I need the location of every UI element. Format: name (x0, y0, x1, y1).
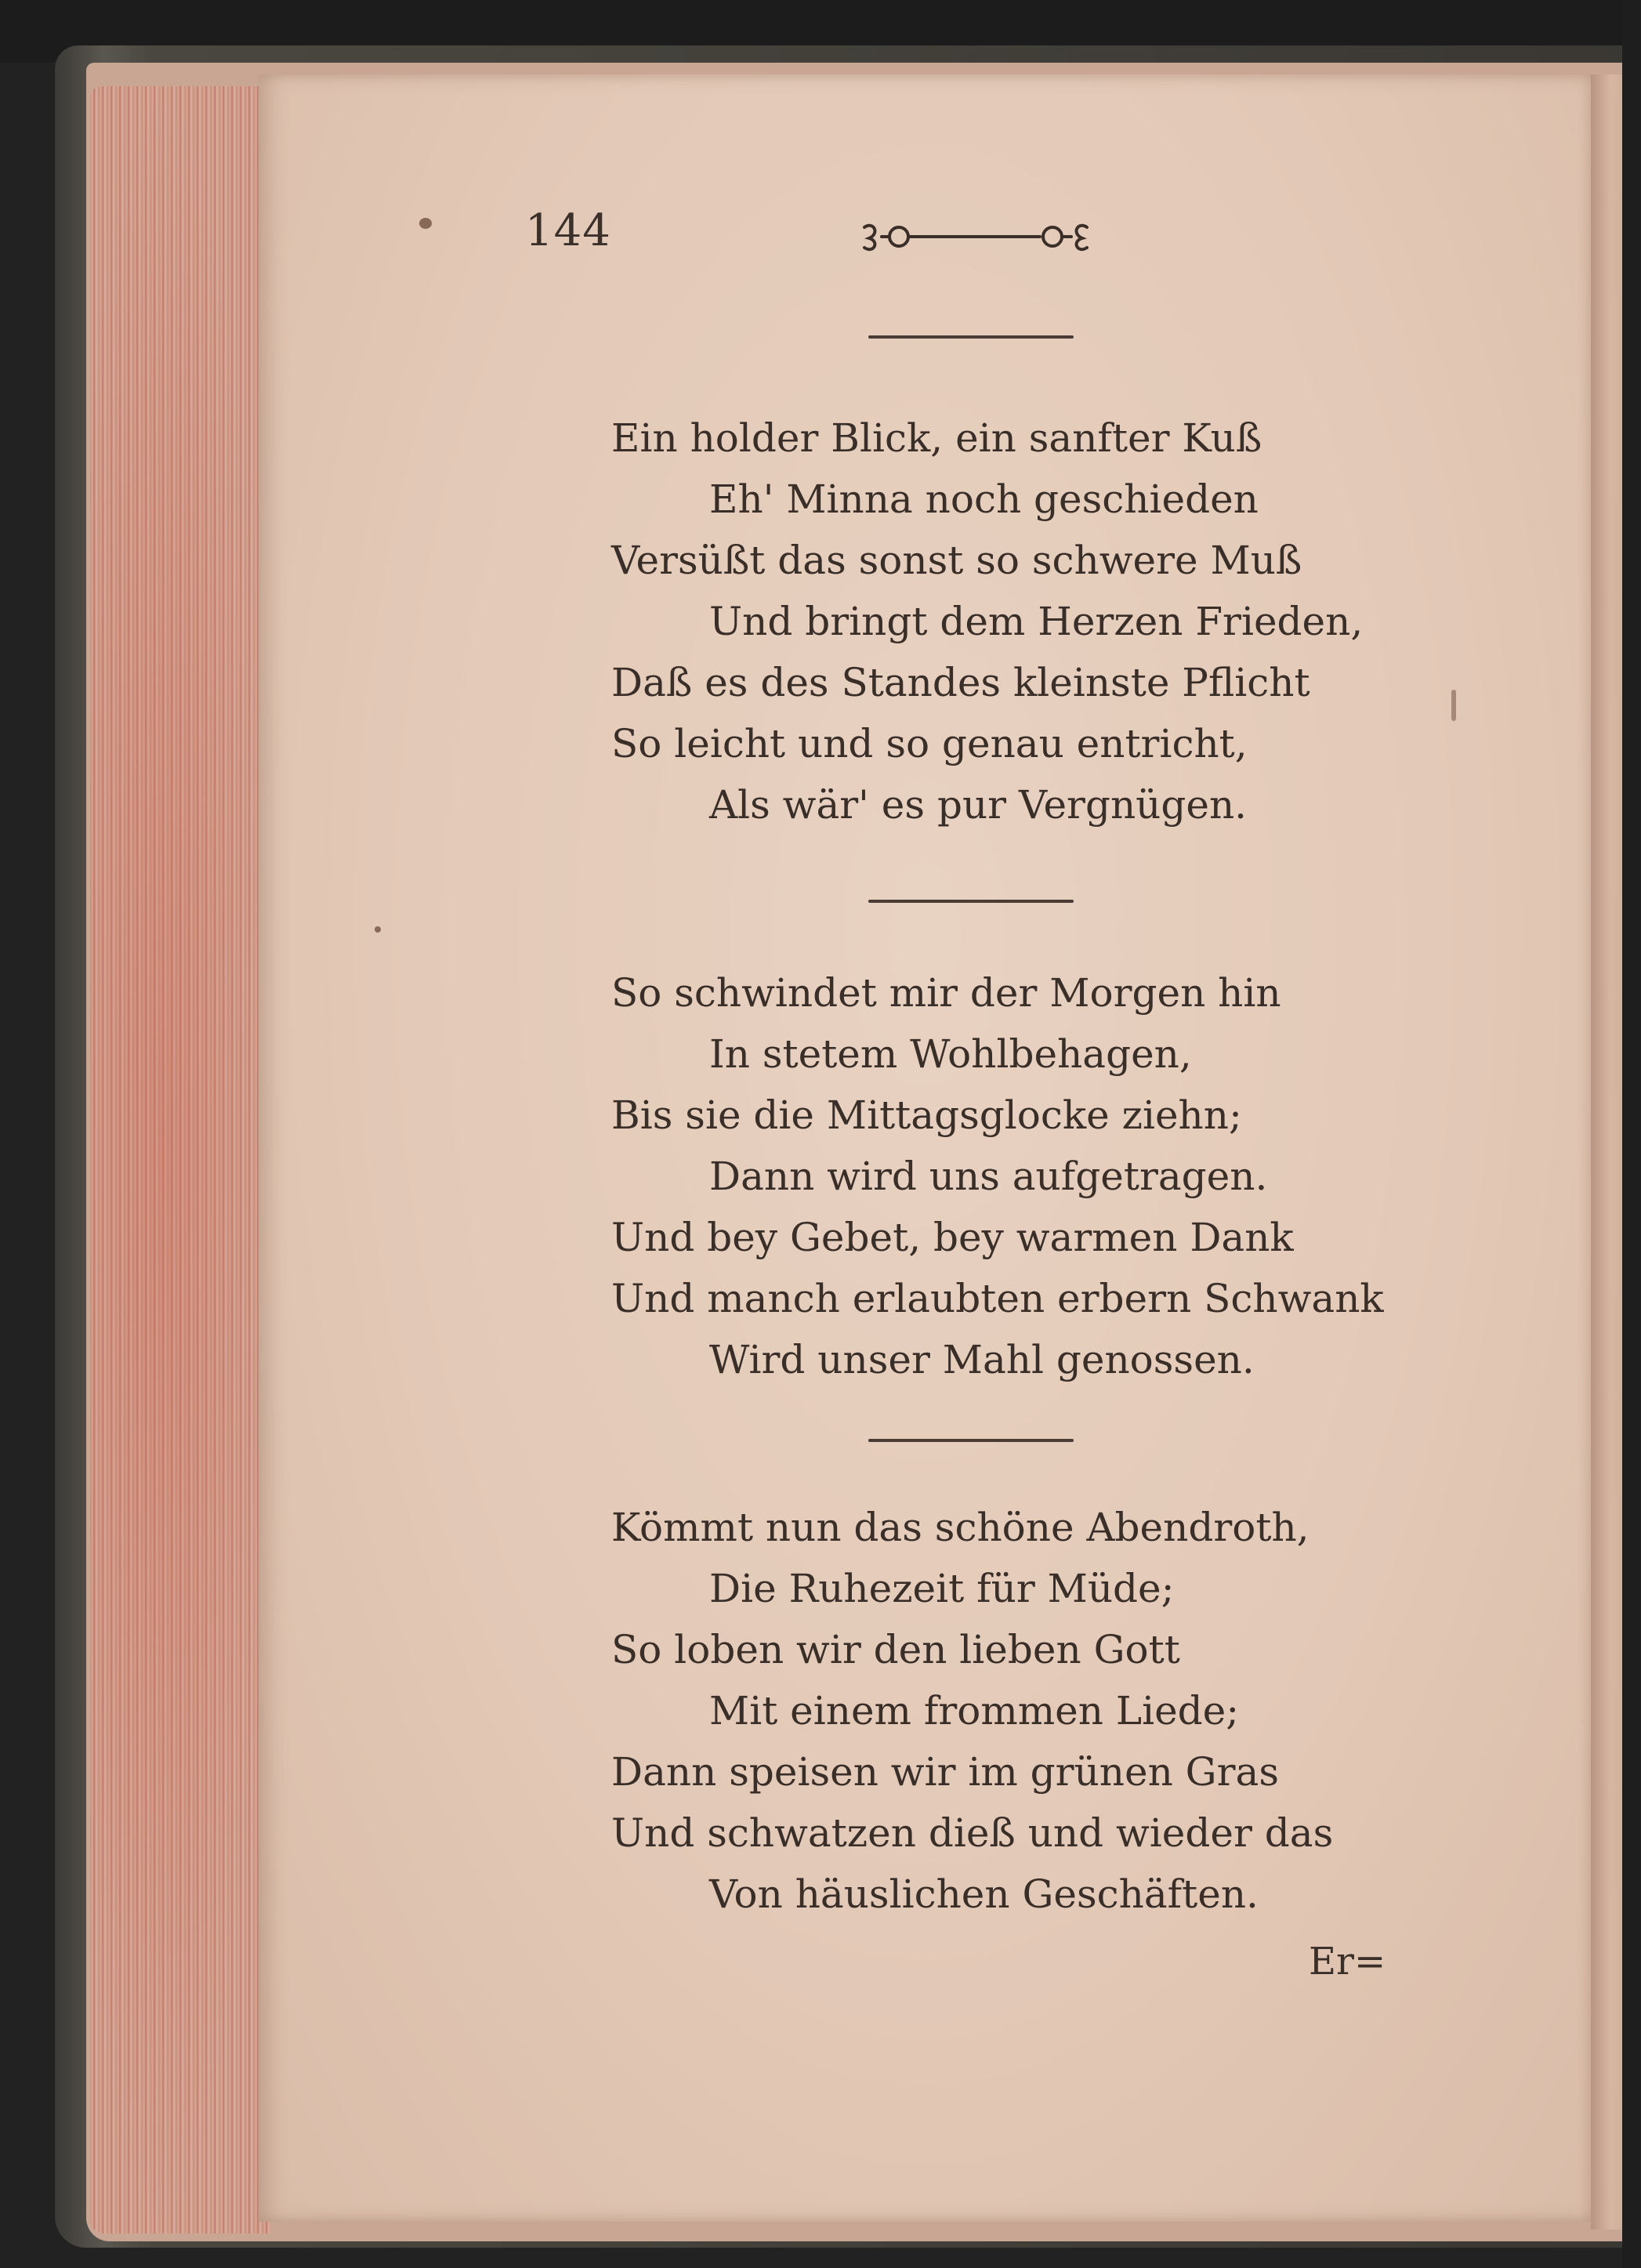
stanza-1 (611, 408, 1395, 835)
ornament-divider-icon (858, 213, 1093, 260)
ink-spot (375, 926, 381, 933)
catchword: Er= (1309, 1940, 1386, 1984)
stanza-rule-2 (868, 900, 1074, 903)
verse-line: Bis sie die Mittagsglocke ziehn; (611, 1092, 1242, 1138)
verse-line: So loben wir den lieben Gott (611, 1627, 1180, 1672)
verse-line: Und bey Gebet, bey warmen Dank (611, 1215, 1294, 1260)
verse-line: Ein holder Blick, ein sanfter Kuß (611, 415, 1262, 461)
verse-line: Dann wird uns aufgetragen. (709, 1154, 1268, 1199)
scan-border (1622, 0, 1641, 2268)
verse-line: Als wär' es pur Vergnügen. (709, 782, 1248, 828)
verse-line: Mit einem frommen Liede; (709, 1688, 1240, 1734)
verse-line: So leicht und so genau entricht, (611, 721, 1248, 766)
stanza-rule-3 (868, 1439, 1074, 1442)
stanza-rule-1 (868, 335, 1074, 339)
verse-line: Versüßt das sonst so schwere Muß (611, 538, 1302, 583)
verse-line: Eh' Minna noch geschieden (709, 476, 1259, 522)
ink-spot (1451, 690, 1456, 721)
red-page-edges (90, 86, 270, 2234)
page-number: 144 (525, 205, 611, 256)
verse-line: In stetem Wohlbehagen, (709, 1031, 1192, 1077)
verse-line: Dann speisen wir im grünen Gras (611, 1749, 1279, 1795)
verse-line: Und manch erlaubten erbern Schwank (611, 1276, 1384, 1321)
verse-line: Kömmt nun das schöne Abendroth, (611, 1505, 1310, 1550)
stanza-2 (611, 962, 1395, 1390)
verse-line: Wird unser Mahl genossen. (709, 1337, 1255, 1382)
verse-line: Die Ruhezeit für Müde; (709, 1566, 1175, 1611)
verse-line: Und bringt dem Herzen Frieden, (709, 599, 1364, 644)
verse-line: Von häuslichen Geschäften. (709, 1871, 1259, 1917)
verse-line: Und schwatzen dieß und wieder das (611, 1810, 1334, 1856)
verse-line: Daß es des Standes kleinste Pflicht (611, 660, 1310, 705)
stanza-3 (611, 1497, 1395, 1925)
verse-line: So schwindet mir der Morgen hin (611, 970, 1281, 1016)
ink-spot (419, 218, 432, 229)
